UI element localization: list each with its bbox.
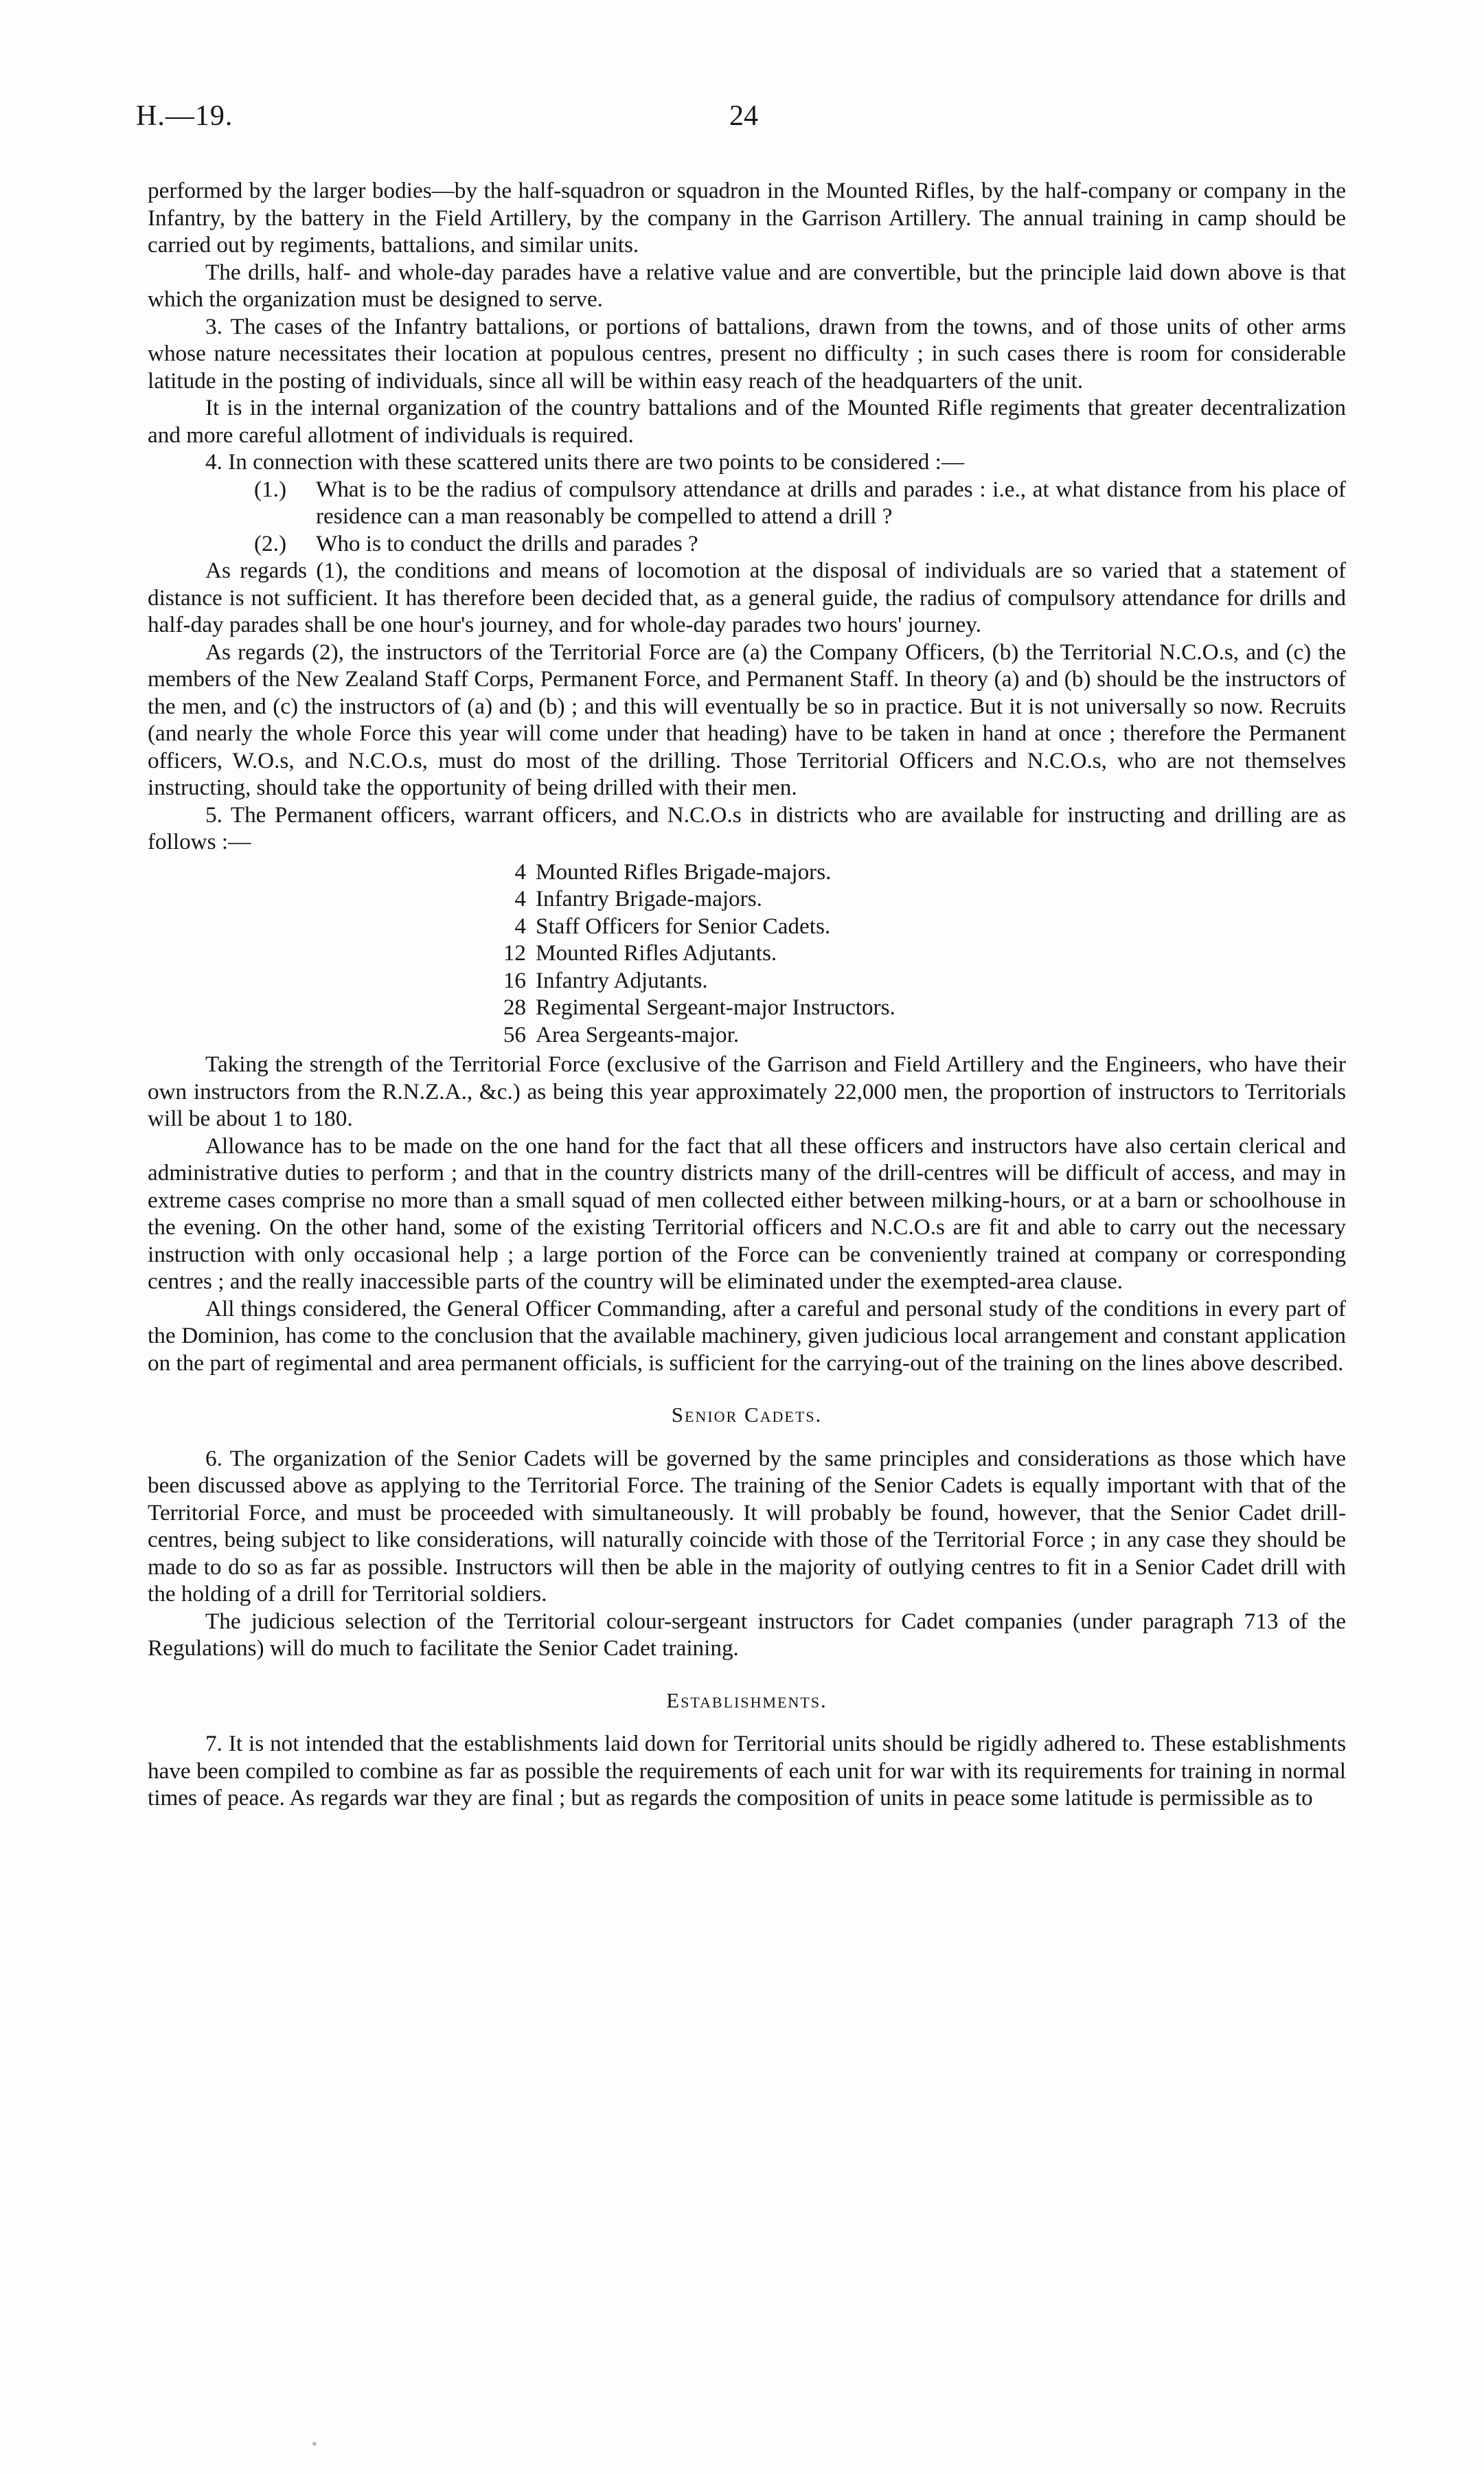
paragraph-conclusion: All things considered, the General Officer Commanding, after a careful and personal study of the conditions in every part of the Dominion, has come to the conclusion that the available machinery, given judicious local arrangement and constant application on the part of regimental and area permanent officials, is sufficient for the carrying-out of the training on the lines above described. [148,1295,1346,1376]
point-1 [254,476,1346,530]
list-item [489,940,1346,967]
instructor-role: Mounted Rifles Adjutants. [536,940,777,966]
paragraph-continued: performed by the larger bodies—by the half-squadron or squadron in the Mounted Rifles, by the half-company or company in the Infantry, by the battery in the Field Artillery, by the company in the Garrison Artillery. The annual training in camp should be carried out by regiments, battalions, and similar units. [148,178,1346,258]
instructor-role: Infantry Adjutants. [536,967,708,993]
section-heading-senior-cadets: Senior Cadets. [671,1403,823,1427]
paragraph-6-senior-cadets: 6. The organization of the Senior Cadets will be governed by the same principles and considerations as those which have been discussed above as applying to the Territorial Force. The training of the Senior Cadets is equally important with that of the Territorial Force, and must be proceeded with simultaneously. It will probably be found, however, that the Senior Cadet drill-centres, being subject to like considerations, will naturally coincide with those of the Territorial Force ; in any case they should be made to do so as far as possible. Instructors will then be able in the majority of outlying centres to fit in a Senior Cadet drill with the holding of a drill for Territorial soldiers. [148,1445,1346,1607]
instructor-count: 56 [503,1021,526,1047]
paragraph-4-scattered-units: 4. In connection with these scattered units there are two points to be considered :— [205,449,965,475]
paragraph-colour-sergeants: The judicious selection of the Territorial colour-sergeant instructors for Cadet companies (under paragraph 713 of the Regulations) will do much to facilitate the Senior Cadet training. [148,1608,1346,1661]
instructor-count: 12 [503,940,526,966]
instructor-role: Staff Officers for Senior Cadets. [536,913,831,939]
paragraph-strength: Taking the strength of the Territorial Force (exclusive of the Garrison and Field Artillery and the Engineers, who have their own instructors from the R.N.Z.A., &c.) as being this year approximately 22,000 men, the proportion of instructors to Territorials will be about 1 to 180. [148,1052,1346,1131]
paragraph-country-battalions: It is in the internal organization of the country battalions and of the Mounted Rifle regiments that greater decentralization and more careful allotment of individuals is required. [148,395,1346,448]
list-item [489,913,1346,940]
point-number: (1.) [254,476,286,502]
instructor-count: 4 [514,859,526,885]
paragraph-5-permanent-officers: 5. The Permanent officers, warrant officers, and N.C.O.s in districts who are available for instructing and drilling are as follows :— [148,802,1346,854]
instructor-count: 4 [514,886,526,911]
instructor-count: 28 [503,995,526,1020]
page-body [148,177,1346,1812]
page-speck [312,2442,317,2446]
paragraph-7-establishments: 7. It is not intended that the establishments laid down for Territorial units should be rigidly adhered to. These establishments have been compiled to combine as far as possible the requirements of each unit for war with its requirements for training in normal times of peace. As regards war they are final ; but as regards the composition of units in peace some latitude is permissible as to [148,1731,1346,1811]
list-item [489,1021,1346,1049]
paragraph-drills-parades: The drills, half- and whole-day parades have a relative value and are convertible, but the principle laid down above is that which the organization must be designed to serve. [148,259,1346,312]
document-reference: H.—19. [136,100,233,132]
section-heading-establishments: Establishments. [666,1688,827,1712]
page-header [136,100,1351,137]
list-item [489,967,1346,995]
instructor-count: 16 [503,967,526,993]
instructor-count: 4 [514,913,526,939]
page-number: 24 [729,100,758,132]
paragraph-regards-2: As regards (2), the instructors of the Territorial Force are (a) the Company Officers, (b) the Territorial N.C.O.s, and (c) the members of the New Zealand Staff Corps, Permanent Force, and Permanent Staff. In theory (a) and (b) should be the instructors of the men, and (c) the instructors of (a) and (b) ; and this will eventually be so in practice. But it is not universally so now. Recruits (and nearly the whole Force this year will come under that heading) have to be taken in hand at once ; therefore the Permanent officers, W.O.s, and N.C.O.s, must do most of the drilling. Those Territorial Officers and N.C.O.s, who are not themselves instructing, should take the opportunity of being drilled with their men. [148,639,1346,800]
paragraph-regards-1: As regards (1), the conditions and means of locomotion at the disposal of individuals are so varied that a statement of distance is not sufficient. It has therefore been decided that, as a general guide, the radius of compulsory attendance for drills and half-day parades shall be one hour's journey, and for whole-day parades two hours' journey. [148,558,1346,637]
point-2 [254,530,1346,558]
list-item [489,994,1346,1021]
instructor-role: Infantry Brigade-majors. [536,886,762,911]
instructor-role: Regimental Sergeant-major Instructors. [536,995,895,1020]
list-item [489,885,1346,913]
paragraph-allowance: Allowance has to be made on the one hand for the fact that all these officers and instructors have also certain clerical and administrative duties to perform ; and that in the country districts many of the drill-centres will be difficult of access, and may in extreme cases comprise no more than a small squad of men collected either between milking-hours, or at a barn or schoolhouse in the evening. On the other hand, some of the existing Territorial officers and N.C.O.s are fit and able to carry out the necessary instruction with only occasional help ; a large portion of the Force can be conveniently trained at company or corresponding centres ; and the really inaccessible parts of the country will be eliminated under the exempted-area clause. [148,1133,1346,1294]
paragraph-3-town-units: 3. The cases of the Infantry battalions, or portions of battalions, drawn from the towns, and of those units of other arms whose nature necessitates their location at populous centres, present no difficulty ; in such cases there is room for considerable latitude in the posting of individuals, since all will be within easy reach of the headquarters of the unit. [148,313,1346,394]
point-text: What is to be the radius of compulsory attendance at drills and parades : i.e., at what distance from his place of residence can a man reasonably be compelled to attend a drill ? [316,476,1346,529]
instructor-list [489,859,1346,1049]
list-item [489,859,1346,886]
instructor-role: Area Sergeants-major. [536,1021,740,1047]
point-text: Who is to conduct the drills and parades ? [316,530,698,556]
instructor-role: Mounted Rifles Brigade-majors. [536,859,832,885]
point-number: (2.) [254,530,286,556]
